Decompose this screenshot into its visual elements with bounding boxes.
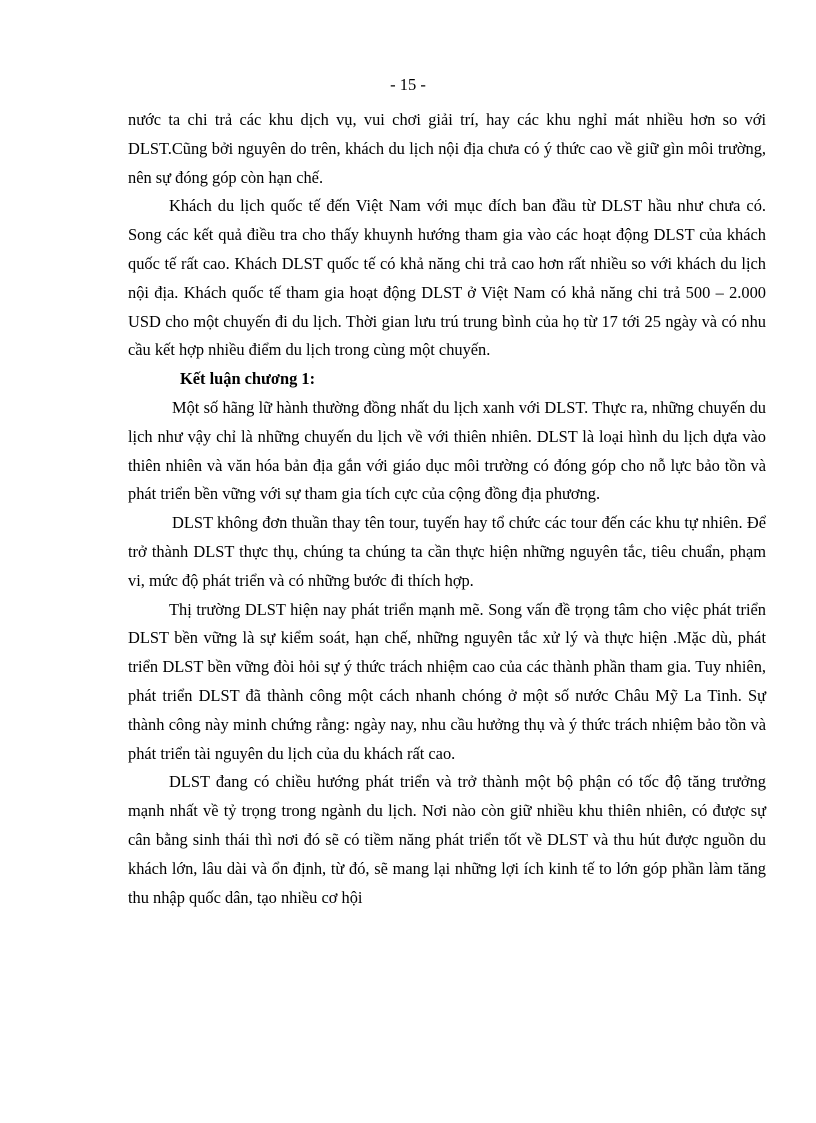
paragraph-conclusion-1: Một số hãng lữ hành thường đồng nhất du lịch xanh với DLST. Thực ra, những chuyến du lịch như vậy chỉ là những chuyến du lịch về với thiên nhiên. DLST là loại hình du lịch dựa vào thiên nhiên và văn hóa bản địa gắn với giáo dục môi trường có đóng góp cho nỗ lực bảo tồn và phát triển bền vững với sự tham gia tích cực của cộng đồng địa phương. [128,397,766,504]
section-heading: Kết luận chương 1: [180,369,316,389]
document-body [128,106,766,912]
page-number: - 15 - [390,75,426,94]
paragraph-market: Thị trường DLST hiện nay phát triển mạnh mẽ. Song vấn đề trọng tâm cho việc phát triển DLST bền vững là sự kiểm soát, hạn chế, những nguyên tắc xử lý và thực hiện .Mặc dù, phát triển DLST bền vững đòi hỏi sự ý thức trách nhiệm cao của các thành phần tham gia. Tuy nhiên, phát triển DLST đã thành công một cách nhanh chóng ở một số nước Châu Mỹ La Tinh. Sự thành công này minh chứng rằng: ngày nay, nhu cầu hưởng thụ và ý thức trách nhiệm bảo tồn và phát triển tài nguyên du lịch của du khách rất cao. [128,599,766,763]
paragraph-trend: DLST đang có chiều hướng phát triển và trở thành một bộ phận có tốc độ tăng trưởng mạnh nhất về tỷ trọng trong ngành du lịch. Nơi nào còn giữ nhiều khu thiên nhiên, có được sự cân bằng sinh thái thì nơi đó sẽ có tiềm năng phát triển tốt về DLST và thu hút được nguồn du khách lớn, lâu dài và ổn định, từ đó, sẽ mang lại những lợi ích kinh tế to lớn góp phần làm tăng thu nhập quốc dân, tạo nhiều cơ hội [128,772,766,907]
paragraph-continuation: nước ta chi trả các khu dịch vụ, vui chơi giải trí, hay các khu nghỉ mát nhiều hơn so với DLST.Cũng bởi nguyên do trên, khách du lịch nội địa chưa có ý thức cao về giữ gìn môi trường, nên sự đóng góp còn hạn chế. [128,110,766,187]
paragraph-international-tourists: Khách du lịch quốc tế đến Việt Nam với mục đích ban đầu từ DLST hầu như chưa có. Song các kết quả điều tra cho thấy khuynh hướng tham gia vào các hoạt động DLST của khách quốc tế rất cao. Khách DLST quốc tế có khả năng chi trả cao hơn rất nhiều so với khách du lịch nội địa. Khách quốc tế tham gia hoạt động DLST ở Việt Nam có khả năng chi trả 500 – 2.000 USD cho một chuyến đi du lịch. Thời gian lưu trú trung bình của họ từ 17 tới 25 ngày và có nhu cầu kết hợp nhiều điểm du lịch trong cùng một chuyến. [128,196,766,360]
paragraph-conclusion-2: DLST không đơn thuần thay tên tour, tuyến hay tổ chức các tour đến các khu tự nhiên. Để trở thành DLST thực thụ, chúng ta chúng ta cần thực hiện những nguyên tắc, tiêu chuẩn, phạm vi, mức độ phát triển và có những bước đi thích hợp. [128,513,766,590]
